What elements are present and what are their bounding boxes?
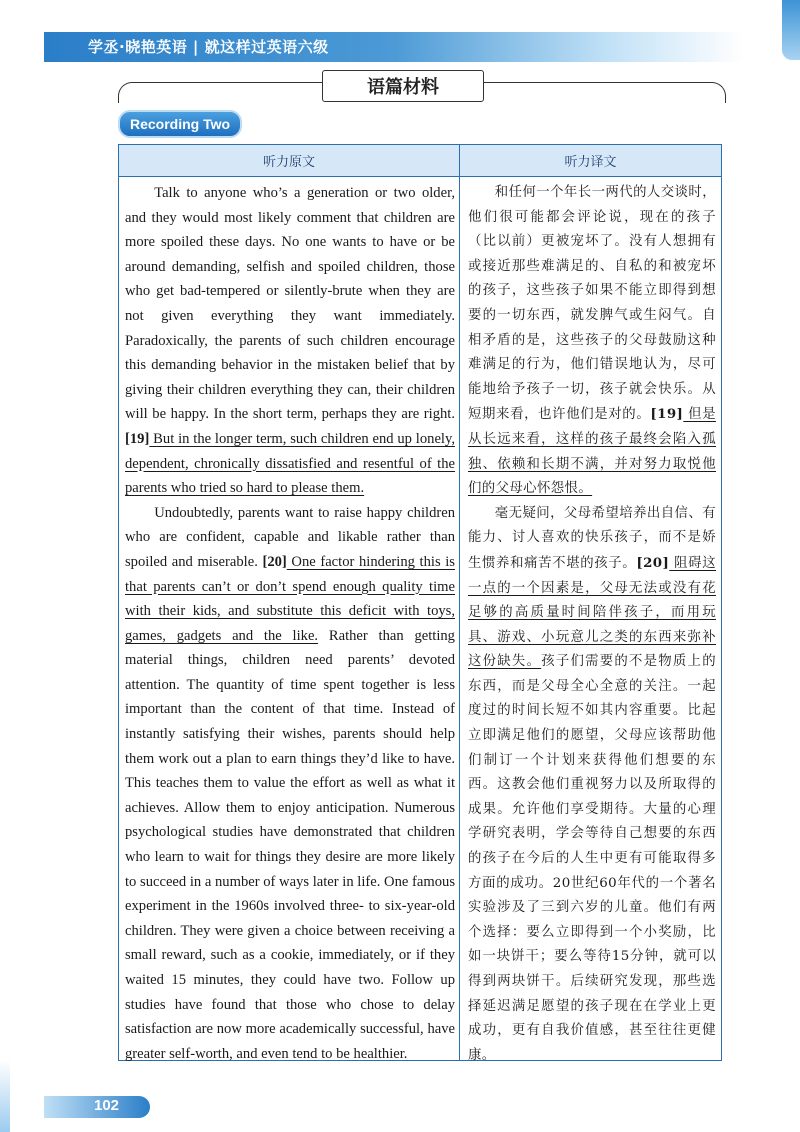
- english-paragraph-2: [125, 501, 455, 1067]
- header-title: 学丞·晓艳英语 | 就这样过英语六级: [88, 38, 329, 56]
- chinese-p2-text: 毫无疑问，父母希望培养出自信、有能力、讨人喜欢的快乐孩子，而不是娇生惯养和痛苦不堪的孩子。: [468, 505, 716, 571]
- column-header-original: 听力原文: [119, 145, 460, 177]
- question-marker-20: [20]: [262, 553, 287, 570]
- english-p2-underlined: One factor hindering this is that parents can’t or don’t spend enough quality time with their kids, and substitute this deficit with toys, games, gadgets and the like.: [125, 553, 455, 644]
- transcript-table: [118, 144, 722, 1061]
- question-marker-19: [19]: [125, 430, 150, 447]
- section-title: 语篇材料: [322, 70, 484, 102]
- page-number: 102: [94, 1097, 120, 1114]
- chinese-translation: [468, 181, 716, 1068]
- question-marker-20-zh: [20]: [636, 554, 670, 571]
- recording-badge: Recording Two: [118, 110, 242, 138]
- chinese-p2-underlined: 阻碍这一点的一个因素是，父母无法或没有花足够的高质量时间陪伴孩子，而用玩具、游戏、小玩意儿之类的东西来弥补这份缺失。: [468, 555, 716, 670]
- english-p1-text: Talk to anyone who’s a generation or two older, and they would most likely comment that children are more spoiled these days. No one wants to have or be around demanding, selfish and spoiled children, those who get bad-tempered or silently-brute when they are not given everything they want immediately. Paradoxically, the parents of such children encourage this demanding behavior in the mistaken belief that by giving their children everything they can, their children will be happy. In the short term, perhaps they are right.: [125, 185, 455, 423]
- english-p1-underlined: But in the longer term, such children end up lonely, dependent, chronically dissatisfied and resentful of the parents who tried so hard to please them.: [125, 430, 455, 497]
- chinese-paragraph-1: [468, 181, 716, 502]
- question-marker-19-zh: [19]: [650, 406, 684, 423]
- english-p2-text: Undoubtedly, parents want to raise happy children who are confident, capable and likable rather than spoiled and miserable.: [125, 504, 455, 570]
- page-edge-decoration: [0, 1060, 10, 1132]
- english-transcript: [125, 181, 455, 1066]
- english-p2-rest: Rather than getting material things, children need parents’ devoted attention. The quantity of time spent together is less important than the content of that time. Instead of instantly satisfying their wishes, parents should help them work out a plan to earn things they’d like to have. This teaches them to value the effort as well as what it achieves. Allow them to enjoy anticipation. Numerous psychological studies have demonstrated that children who learn to wait for things they desire are more likely to succeed in a number of ways later in life. One famous experiment in the 1960s involved three- to six-year-old children. They were given a choice between receiving a small reward, such as a cookie, immediately, or if they waited 15 minutes, they could have two. Follow up studies have found that those who chose to delay satisfaction are now more academically successful, have greater self-worth, and even tend to be healthier.: [125, 627, 455, 1062]
- column-divider: [459, 145, 460, 1060]
- chinese-paragraph-2: [468, 502, 716, 1069]
- chinese-p1-text: 和任何一个年长一两代的人交谈时，他们很可能都会评论说，现在的孩子（比以前）更被宠坏了。没有人想拥有或接近那些难满足的、自私的和被宠坏的孩子，这些孩子如果不能立即得到想要的一切东西，就发脾气或生闷气。自相矛盾的是，这些孩子的父母鼓励这种难满足的行为，他们错误地认为，尽可能地给予孩子一切，孩子就会快乐。从短期来看，也许他们是对的。: [468, 185, 716, 423]
- corner-tab-decoration: [782, 0, 800, 60]
- column-header-translation: 听力译文: [460, 145, 721, 177]
- chinese-p1-underlined: 但是从长远来看，这样的孩子最终会陷入孤独、依赖和长期不满，并对努力取悦他们的父母心怀怨恨。: [468, 407, 716, 497]
- english-paragraph-1: [125, 181, 455, 501]
- chinese-p2-rest: 孩子们需要的不是物质上的东西，而是父母全心全意的关注。一起度过的时间长短不如其内容重要。比起立即满足他们的愿望，父母应该帮助他们制订一个计划来获得他们想要的东西。这教会他们重视努力以及所取得的成果。允许他们享受期待。大量的心理学研究表明，学会等待自己想要的东西的孩子在今后的人生中更有可能取得多方面的成功。20世纪60年代的一个著名实验涉及了三到六岁的儿童。他们有两个选择：要么立即得到一个小奖励，比如一块饼干；要么等待15分钟，就可以得到两块饼干。后续研究发现，那些选择延迟满足愿望的孩子现在在学业上更成功，更有自我价值感，甚至往往更健康。: [468, 654, 716, 1063]
